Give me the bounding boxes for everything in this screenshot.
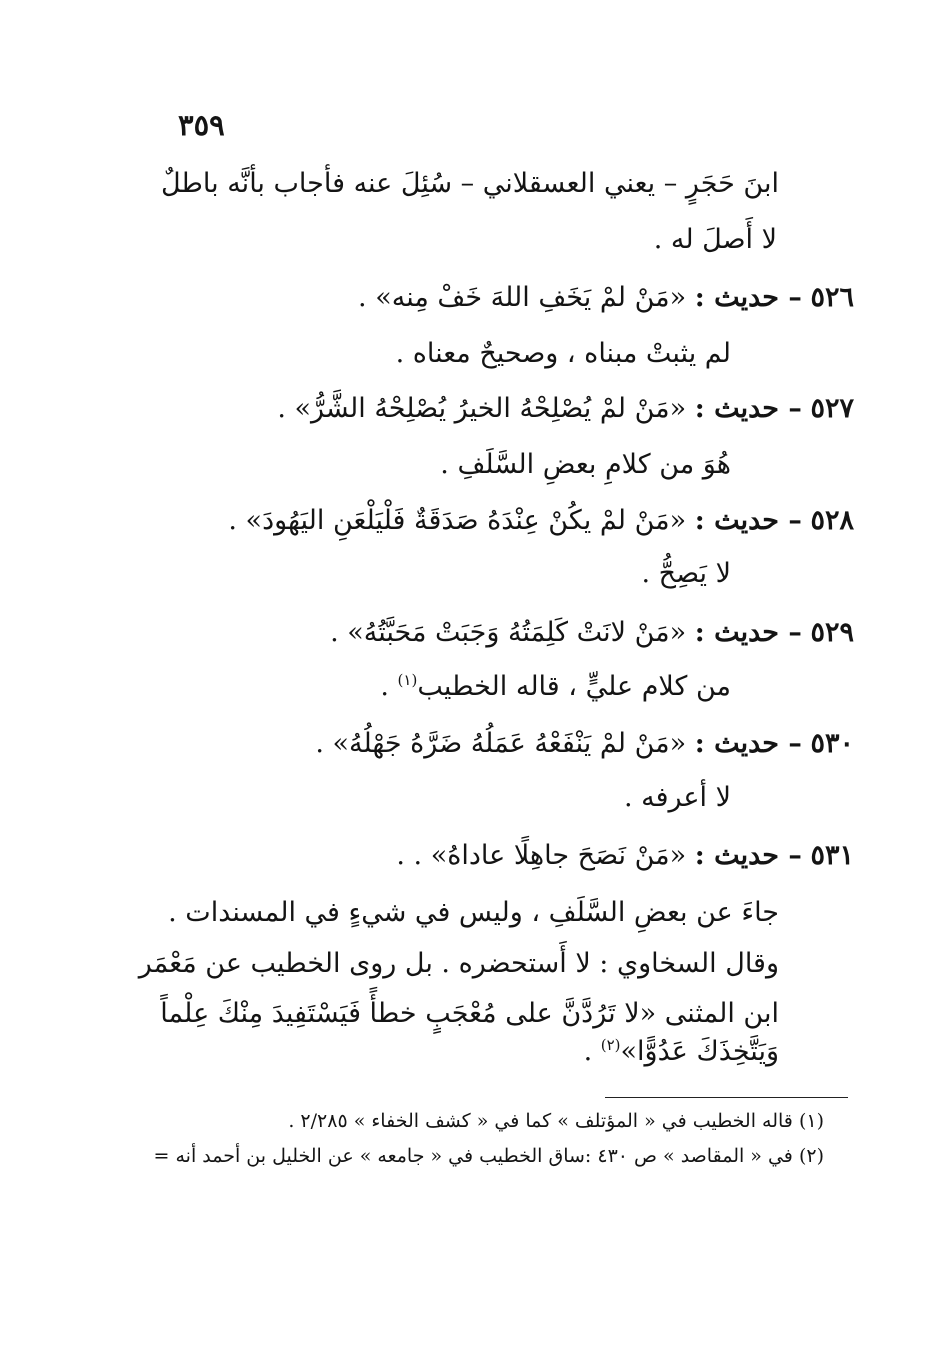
entry-529 [330, 617, 854, 649]
entry-527-verdict: هُوَ من كلامِ بعضِ السَّلَفِ . [440, 449, 731, 480]
entry-number: ٥٢٦ [810, 282, 854, 313]
footnote-marker: (١) [798, 1110, 824, 1132]
intro-line-2: لا أَصلَ له . [653, 224, 777, 255]
entry-526 [358, 282, 854, 314]
entry-number: ٥٢٨ [810, 505, 854, 536]
footnote-text: قاله الخطيب في « المؤتلف » كما في « كشف الخفاء » ٢/٢٨٥ . [288, 1110, 793, 1132]
entry-number: ٥٢٧ [810, 393, 854, 424]
entry-number: ٥٣١ [810, 840, 854, 871]
entry-528-verdict: لا يَصِحُّ . [641, 558, 731, 589]
page-number: ٣٥٩ [178, 108, 225, 142]
footnote-marker: (٢) [798, 1145, 824, 1167]
footnote-2 [154, 1145, 824, 1167]
hadith-text: «مَنْ لمْ يكُنْ عِنْدَهُ صَدَقَةٌ فَلْيَلْعَنِ اليَهُودَ» . [228, 505, 687, 536]
verdict-end: . [380, 671, 398, 702]
entry-527 [277, 393, 854, 425]
closing-line-3: ابن المثنى «لا تَرُدَّنَّ على مُعْجَبٍ خطأً فَيَسْتَفِيدَ مِنْكَ عِلْماً [160, 998, 779, 1029]
entry-526-verdict: لم يثبتْ مبناه ، وصحيحٌ معناه . [395, 338, 731, 369]
hadith-text: «مَنْ لمْ يَنْفَعْهُ عَمَلُهُ ضَرَّهُ جَهْلُهُ» . [315, 728, 687, 759]
entry-label: – حديث : [694, 728, 802, 759]
footnote-ref-1[interactable]: (١) [397, 671, 418, 689]
closing-line-4 [584, 1036, 779, 1068]
footnote-text: في « المقاصد » ص ٤٣٠ :ساق الخطيب في « جامعه » عن الخليل بن أحمد أنه = [153, 1145, 793, 1167]
footnote-1 [288, 1110, 824, 1132]
intro-line-1: ابنَ حَجَرٍ – يعني العسقلاني – سُئِلَ عنه فأجاب بأنَّه باطلٌ [160, 168, 779, 199]
hadith-text: «مَنْ لمْ يَخَفِ اللهَ خَفْ مِنه» . [358, 282, 687, 313]
closing-text: وَيَتَّخِذَكَ عَدُوًّا» [620, 1036, 779, 1067]
entry-529-verdict [380, 671, 731, 703]
entry-530 [315, 728, 854, 760]
closing-line-1: جاءَ عن بعضِ السَّلَفِ ، وليس في شيءٍ في المسندات . [168, 897, 779, 928]
entry-label: – حديث : [694, 840, 802, 871]
entry-530-verdict: لا أعرفه . [623, 782, 731, 813]
entry-label: – حديث : [694, 393, 802, 424]
entry-number: ٥٣٠ [810, 728, 854, 759]
hadith-text: «مَنْ لانَتْ كَلِمَتُهُ وَجَبَتْ مَحَبَّتُهُ» . [330, 617, 687, 648]
hadith-text: «مَنْ نَصَحَ جاهِلًا عاداهُ» . . [396, 840, 687, 871]
entry-531 [396, 840, 854, 872]
entry-label: – حديث : [694, 617, 802, 648]
verdict-text: من كلام عليٍّ ، قاله الخطيب [417, 671, 731, 702]
entry-label: – حديث : [694, 505, 802, 536]
footnote-separator [605, 1097, 848, 1098]
footnote-ref-2[interactable]: (٢) [600, 1036, 621, 1054]
entry-528 [228, 505, 854, 537]
entry-label: – حديث : [694, 282, 802, 313]
hadith-text: «مَنْ لمْ يُصْلِحْهُ الخيرُ يُصْلِحْهُ الشَّرُّ» . [277, 393, 687, 424]
entry-number: ٥٢٩ [810, 617, 854, 648]
closing-end: . [583, 1036, 601, 1067]
closing-line-2: وقال السخاوي : لا أَستحضره . بل روى الخطيب عن مَعْمَر [138, 948, 779, 979]
